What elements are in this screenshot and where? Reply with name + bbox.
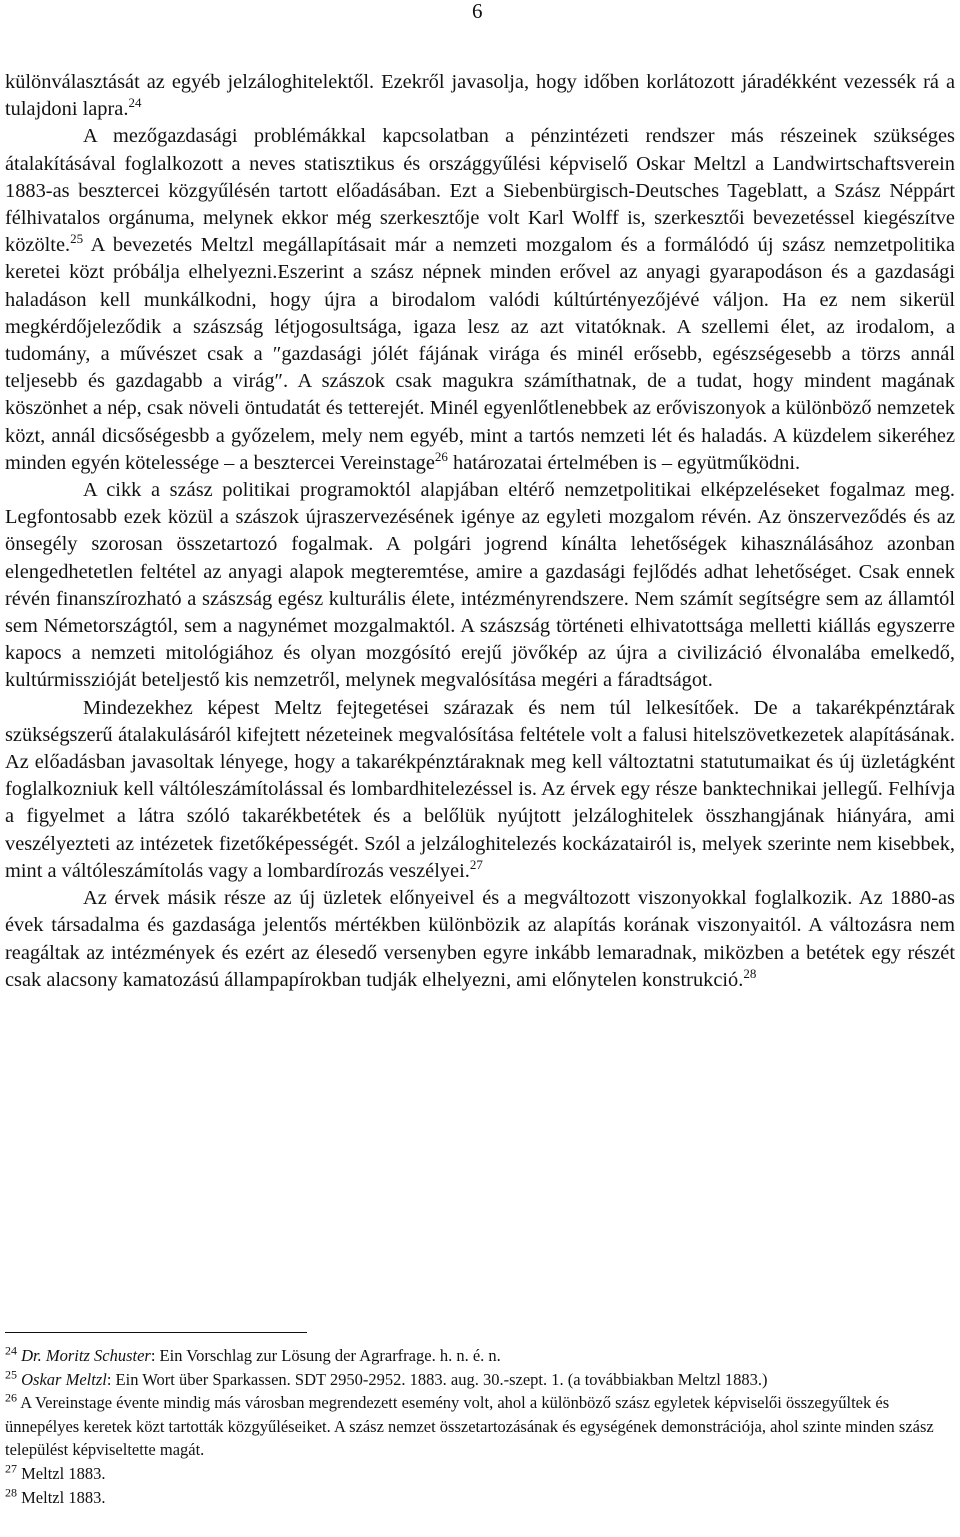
footnote-reference: 25 (70, 231, 84, 247)
footnote (5, 1462, 955, 1486)
paragraph (5, 885, 955, 994)
text-run: A Vereinstage évente mindig más városban megrendezett esemény volt, ahol a különböző szász egyletek képviselői összegyűltek és ünnepélyes keretek közt tartották közgyűléseiket. A szász nemzet összetartozásának és egységének demonstrációja, ahol szinte minden szász települést képviseltette magát. (5, 1393, 934, 1460)
footnote-number: 26 (5, 1390, 17, 1405)
text-run: A cikk a szász politikai programoktól alapjában eltérő nemzetpolitikai elképzeléseket fogalmaz meg. Legfontosabb ezek közül a szászok újraszervezésének igénye az egyleti mozgalom révén. Az önszerveződés és az önsegély szorosan összetartozó fogalmak. A polgári jogrend kínálta lehetőségek kihasználásához azonban elengedhetetlen feltétel az anyagi alapok megteremtése, amire a gazdasági fejlődés adhat lehetőséget. Csak ennek révén finanszírozható a szászság egész kulturális élete, intézményrendszere. Nem számít segítségre sem az államtól sem Németországtól, sem a nagynémet mozgalmaktól. A szászság történeti elhivatottsága melletti kiállás egyszerre kapocs a nemzeti mitológiához és olyan mozgósító erejű jövőkép az újra a civilizáció élvonalába emelkedő, kultúrmisszióját beteljestő kis nemzetről, melynek megvalósítása megéri a fáradtságot. (5, 479, 955, 692)
footnote-reference: 27 (469, 857, 483, 873)
footnote (5, 1368, 955, 1392)
footnote (5, 1344, 955, 1368)
footnote (5, 1391, 955, 1462)
paragraph (5, 69, 955, 123)
author-name: Oskar Meltzl (21, 1369, 107, 1389)
footnote-number: 25 (5, 1367, 17, 1382)
text-run: Mindezekhez képest Meltz fejtegetései szárazak és nem túl lelkesítőek. De a takarékpénztárak szükségszerű átalakulásáról kifejtett nézeteinek megvalósítása feltétele volt a falusi hitelszövetkezetek alapításának. Az előadásban javasoltak lényege, hogy a takarékpénztáraknak meg kell változtatni statutumaikat és új üzletágként foglalkozniuk kell váltóleszámítolással és lombardhitelezéssel is. Az érvek egy része banktechnikai jellegű. Felhívja a figyelmet a látra szóló takarékbetétek és a belőlük nyújtott jelzáloghitelek összhangjának hiányára, ami veszélyezteti az intézetek fizetőképességét. Szól a jelzáloghitelezés kockázatairól is, melyek szerinte nem kisebbek, mint a váltóleszámítolás vagy a lombardírozás veszélyei. (5, 696, 955, 882)
page-number: 6 (472, 0, 483, 23)
footnote-reference: 24 (128, 95, 142, 111)
text-run: A bevezetés Meltzl megállapításait már a nemzeti mozgalom és a formálódó új szász nemzetpolitika keretei közt próbálja elhelyezni.Eszerint a szász népnek minden erővel az anyagi gyarapodáson és a gazdasági haladáson kell munkálkodni, hogy újra a birodalom valódi kúltúrtényezőjévé váljon. Ha ez nem sikerül megkérdőjeleződik a szászság létjogosultsága, igaza lesz az azt vitatóknak. A szellemi élet, az irodalom, a tudomány, a művészet csak a ″gazdasági jólét fájának virága és minél erősebb, egészségesebb a törzs annál teljesebb és gazdagabb a virág″. A szászok csak magukra számíthatnak, de a tudat, hogy mindent magának köszönhet a nép, csak növeli öntudatát és tetterejét. Minél egyenlőtlenebbek az erőviszonyok a különböző nemzetek közt, annál dicsőségesbb a győzelem, mely nem egyéb, mint a tartós nemzeti lét és haladás. A küzdelem sikeréhez minden egyén kötelessége – a besztercei Vereinstage (5, 234, 955, 474)
text-run: Meltzl 1883. (21, 1487, 106, 1507)
footnote-reference: 28 (743, 965, 757, 981)
paragraph (5, 477, 955, 695)
footnote-number: 27 (5, 1461, 17, 1476)
text-run: határozatai értelmében is – együtműködni. (447, 451, 801, 474)
footnote-number: 24 (5, 1343, 17, 1358)
footnote (5, 1486, 955, 1510)
footnote-separator (5, 1332, 307, 1333)
footnotes (5, 1344, 955, 1509)
text-run: különválasztását az egyéb jelzáloghitelektől. Ezekről javasolja, hogy időben korlátozott járadékként vezessék rá a tulajdoni lapra. (5, 71, 955, 121)
text-run: A mezőgazdasági problémákkal kapcsolatban a pénzintézeti rendszer más részeinek szükséges átalakításával foglalkozott a neves statisztikus és országgyűlési képviselő Oskar Meltzl a Landwirtschaftsverein 1883-as besztercei közgyűlésén tartott előadásában. Ezt a Siebenbürgisch-Deutsches Tageblatt, a Szász Néppárt félhivatalos orgánuma, melynek ekkor még szerkesztője volt Karl Wolff is, szerkesztői bevezetéssel kiegészítve közölte. (5, 125, 955, 257)
text-run: Meltzl 1883. (21, 1463, 106, 1483)
footnote-reference: 26 (434, 449, 448, 465)
paragraph (5, 123, 955, 477)
footnote-number: 28 (5, 1485, 17, 1500)
body-text (5, 69, 955, 994)
text-run: : Ein Vorschlag zur Lösung der Agrarfrage. h. n. é. n. (150, 1346, 501, 1365)
text-run: Az érvek másik része az új üzletek előnyeivel és a megváltozott viszonyokkal foglalkozik. Az 1880-as évek társadalma és gazdasága jelentős mértékben különbözik az alapítás korának viszonyaitól. A változásra nem reagáltak az intézmények és ezért az élesedő versenyben egyre inkább lemaradnak, miközben a betétek egy részét csak alacsony kamatozású állampapírokban tudják elhelyezni, ami előnytelen konstrukció. (5, 887, 955, 991)
paragraph (5, 695, 955, 885)
text-run: : Ein Wort über Sparkassen. SDT 2950-2952. 1883. aug. 30.-szept. 1. (a továbbiakban Meltzl 1883.) (106, 1369, 768, 1389)
author-name: Dr. Moritz Schuster (21, 1346, 151, 1365)
